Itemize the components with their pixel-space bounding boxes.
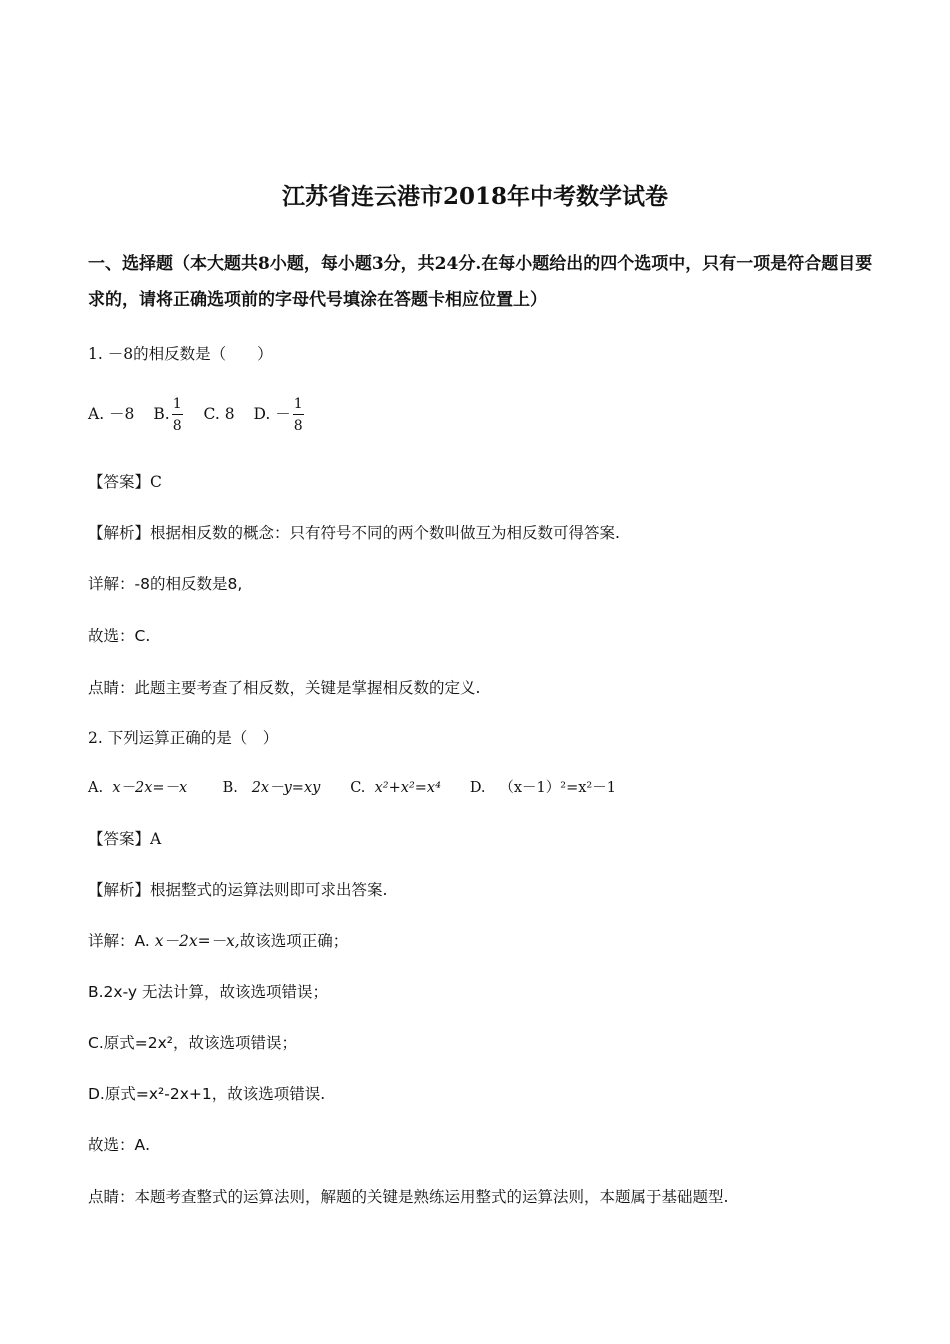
q1-detail [88,572,242,594]
choose-value: A [134,1136,146,1154]
option-label: D. [469,780,486,796]
q2-option-b [223,776,346,797]
fraction-denominator: 8 [293,418,303,434]
q1-option-d [254,396,306,434]
q1-option-b [153,396,184,434]
q2-detail-a [88,929,348,951]
option-label: B. [222,780,238,796]
q2-options [88,776,616,797]
q1-option-a: A. －8 [88,405,135,423]
detail-prefix: 详解： [88,575,135,593]
choose-value: C [134,627,146,645]
q2-detail-b [88,980,328,1002]
q2-stem: 2. 下列运算正确的是（ ） [88,729,279,747]
q2-answer: 【答案】A [88,830,162,848]
choose-punct: . [145,627,151,645]
q1-option-d-label: D. － [253,405,291,423]
detail-text: 故该选项正确； [239,932,349,950]
detail-punct: , [237,575,243,593]
q2-analysis: 【解析】根据整式的运算法则即可求出答案. [88,881,388,899]
choose-prefix: 故选： [88,1136,135,1154]
q1-stem: 1. －8的相反数是（ ） [88,345,273,363]
option-expression: x²+x²=x⁴ [374,780,441,796]
detail-label: B.2x-y [88,983,138,1001]
fraction [172,396,183,434]
q1-answer: 【答案】C [88,473,162,491]
fraction-numerator: 1 [293,396,304,415]
q2-option-a [88,776,218,797]
q1-options [88,396,320,434]
option-label: A. [88,780,104,796]
q2-detail-d [88,1082,325,1104]
section-heading: 一、选择题（本大题共8小题，每小题3分，共24分.在每小题给出的四个选项中，只有一项是符合题目要求的，请将正确选项前的字母代号填涂在答题卡相应位置上） [88,254,873,310]
detail-expression: x－2x=－x, [154,932,240,950]
page-title: 江苏省连云港市2018年中考数学试卷 [281,183,668,210]
detail-text: 无法计算，故该选项错误； [142,983,329,1001]
detail-text: ，故该选项错误； [173,1034,298,1052]
detail-text: 的相反数是 [149,575,228,593]
option-label: C. [350,780,366,796]
option-expression: x－2x=－x [112,780,188,796]
fraction-denominator: 8 [172,418,182,434]
detail-label: D. [88,1085,105,1103]
detail-expression: =x²-2x+1 [135,1085,212,1103]
q2-option-d [470,776,616,797]
detail-text: ，故该选项错误. [211,1085,326,1103]
q1-comment: 点睛：此题主要考查了相反数，关键是掌握相反数的定义. [88,679,481,697]
q2-choose [88,1133,150,1155]
q2-comment: 点睛：本题考查整式的运算法则，解题的关键是熟练运用整式的运算法则，本题属于基础题型. [88,1188,729,1206]
detail-text: 原式 [104,1085,136,1103]
detail-label: A. [134,932,150,950]
q2-detail-c [88,1031,297,1053]
choose-prefix: 故选： [88,627,135,645]
detail-label: C. [88,1034,104,1052]
option-expression: （x－1）²=x²－1 [499,780,616,796]
detail-expression: =2x² [134,1034,174,1052]
option-expression: 2x－y=xy [251,780,321,796]
detail-value: 8 [227,575,238,593]
q2-option-c [350,780,465,796]
detail-text: 原式 [103,1034,135,1052]
detail-math: -8 [134,575,150,593]
choose-punct: . [145,1136,151,1154]
fraction-numerator: 1 [172,396,183,415]
q1-analysis: 【解析】根据相反数的概念：只有符号不同的两个数叫做互为相反数可得答案. [88,524,620,542]
fraction [293,396,304,434]
q1-option-b-label: B. [153,405,170,423]
q1-choose [88,624,150,646]
q1-option-c: C. 8 [203,405,235,423]
detail-prefix: 详解： [88,932,135,950]
